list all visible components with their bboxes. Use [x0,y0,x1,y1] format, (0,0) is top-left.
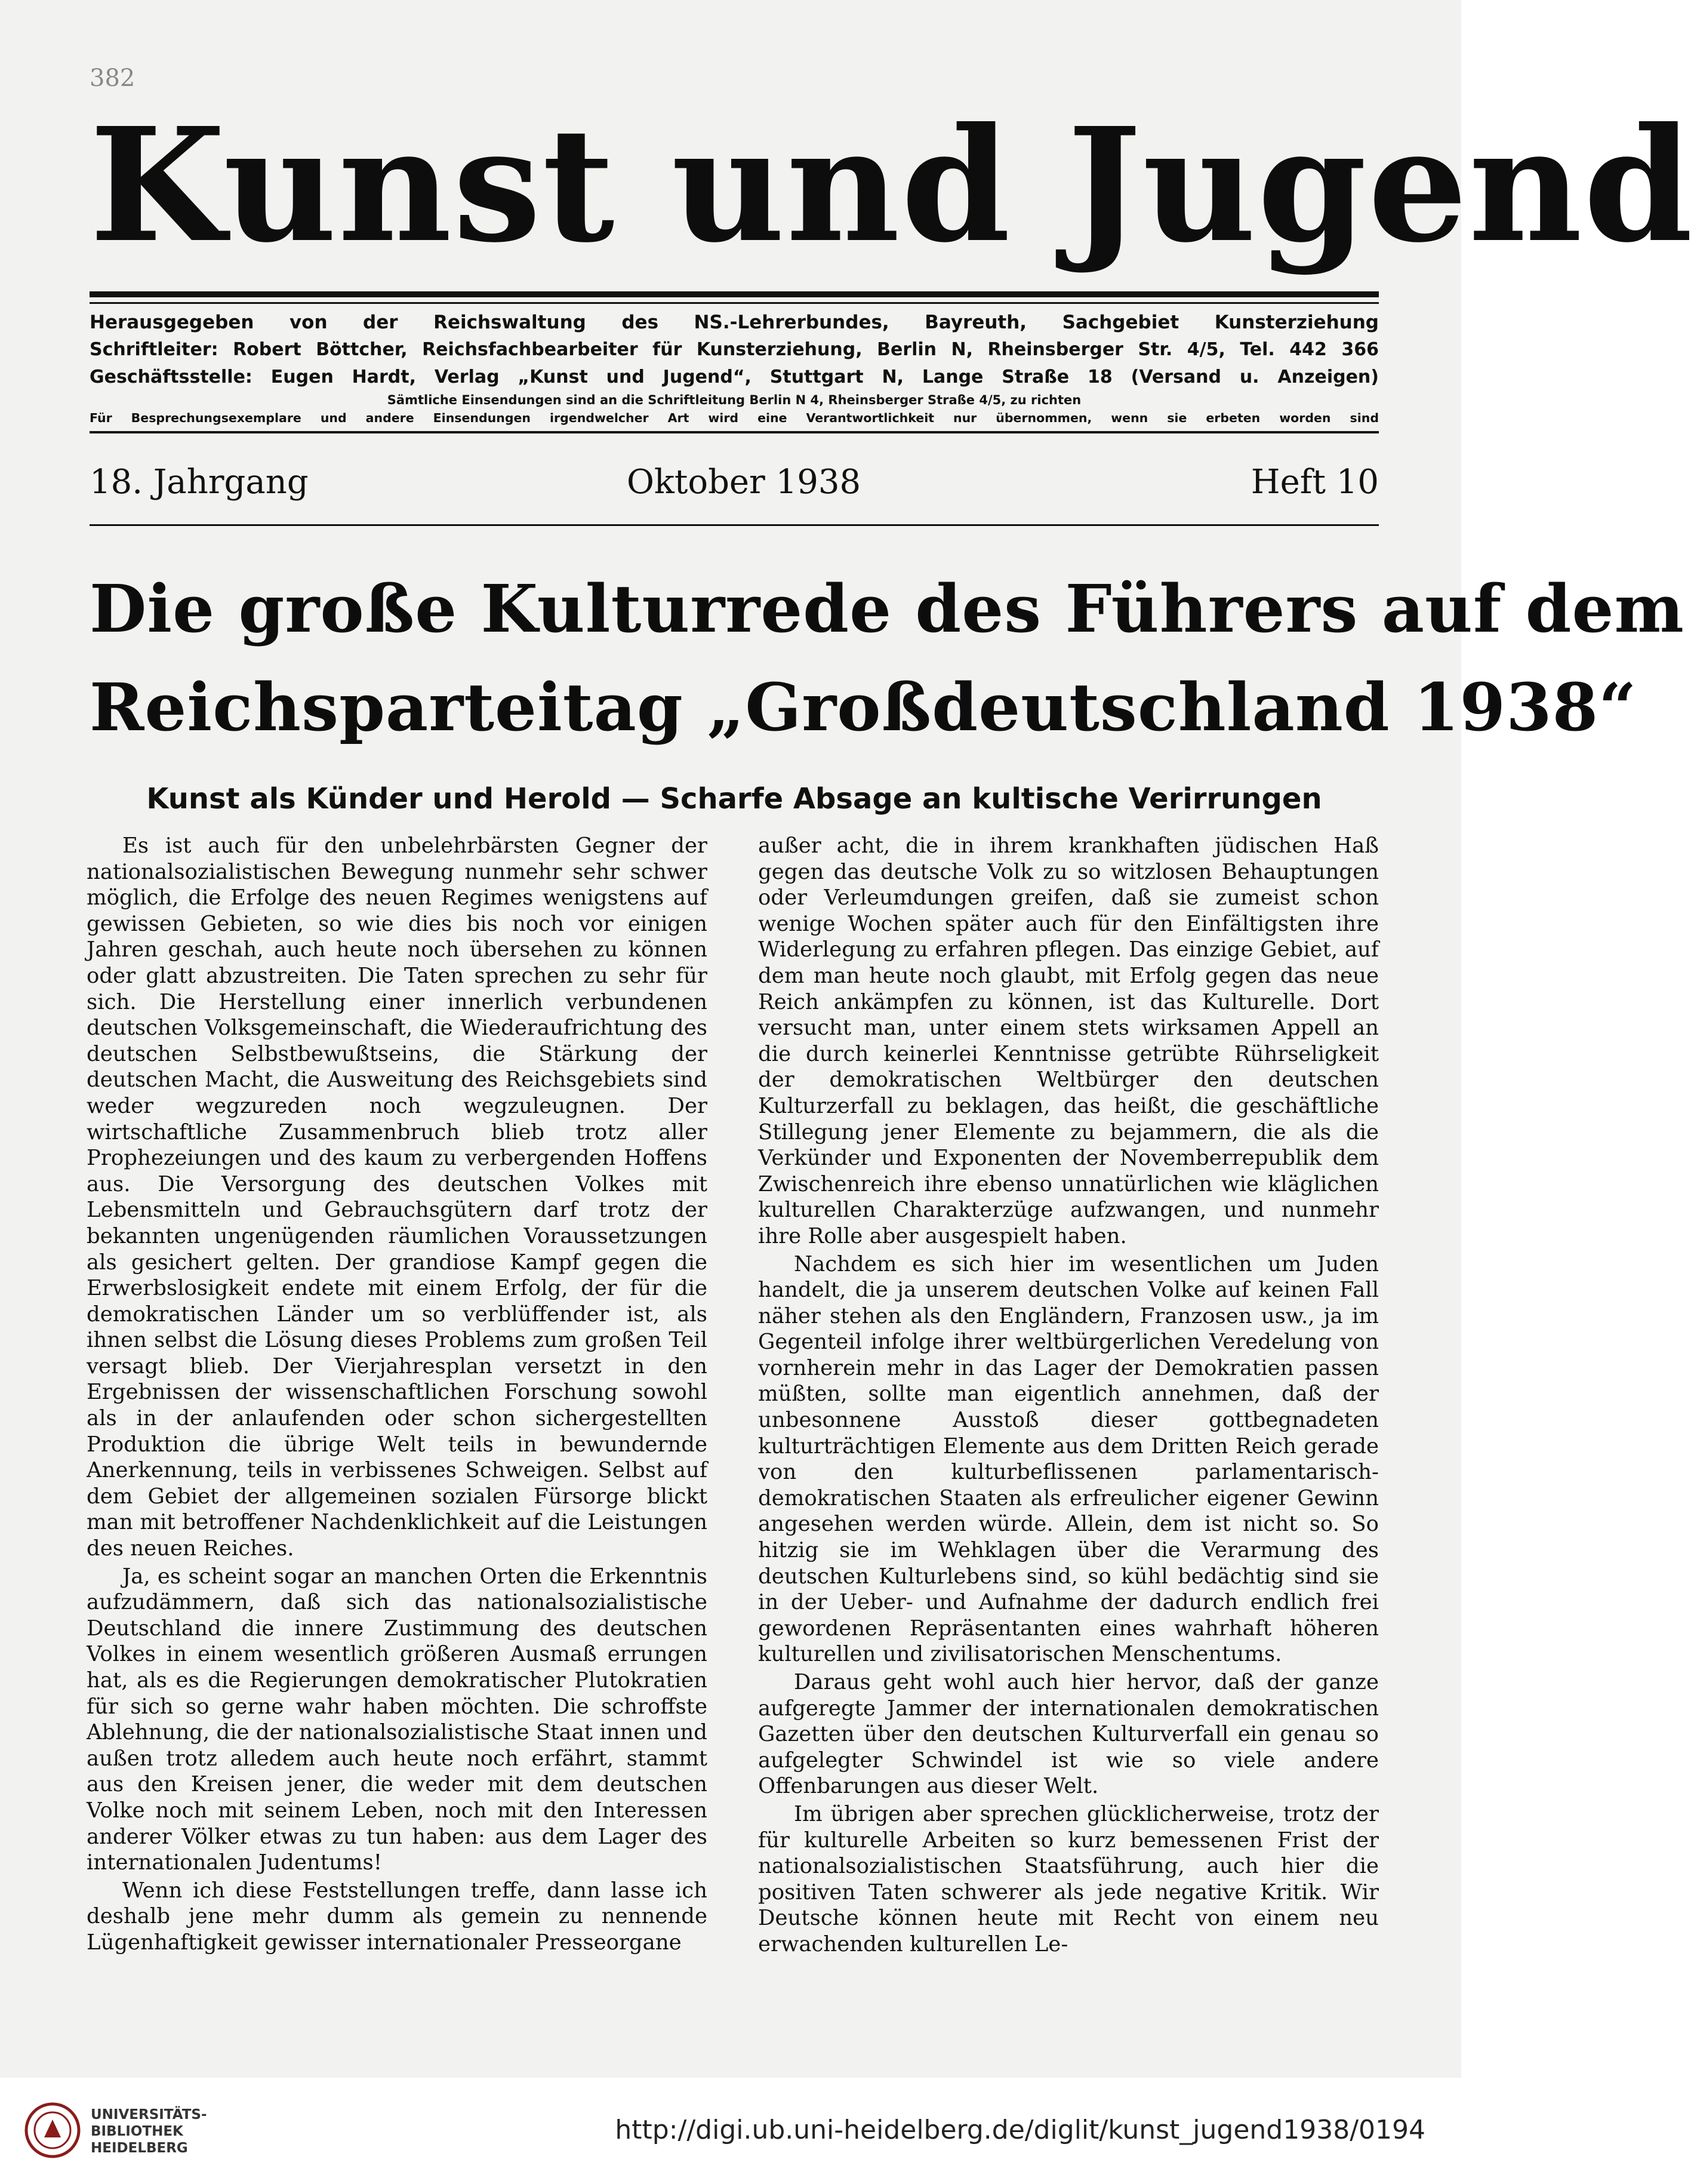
paragraph: Daraus geht wohl auch hier hervor, daß der ganze aufgeregte Jammer der internationalen demokratischen Gazetten über den deutschen Kulturverfall ein genau so aufgelegter Schwindel ist wie so viele andere Offenbarungen aus dieser Welt. [758,1670,1379,1799]
article-column-left [87,833,707,2039]
paragraph: Nachdem es sich hier im wesentlichen um Juden handelt, die ja unserem deutschen Volke auf keinen Fall näher stehen als den Engländern, Franzosen usw., ja im Gegenteil infolge ihrer weltbürgerlichen Veredelung von vornherein mehr in das Lager der Demokratien passen müßten, sollte man eigentlich annehmen, daß der unbesonnene Ausstoß dieser gottbegnadeten kulturträchtigen Elemente aus dem Dritten Reich gerade von den kulturbeflissenen parlamentarisch-demokratischen Staaten als erfreulicher eigener Gewinn angesehen werden würde. Allein, dem ist nicht so. So hitzig sie im Wehklagen über die Verarmung des deutschen Kulturlebens sind, so kühl bedächtig sind sie in der Ueber- und Aufnahme der dadurch endlich frei gewordenen Repräsentanten eines wahrhaft höheren kulturellen und zivilisatorischen Menschentums. [758,1251,1379,1667]
source-url-link[interactable]: http://digi.ub.uni-heidelberg.de/diglit/kunst_jugend1938/0194 [615,2115,1425,2145]
headline-line-1: Die große Kulturrede des Führers auf dem [90,570,1684,647]
university-seal-icon [24,2102,81,2159]
paragraph: Wenn ich diese Feststellungen treffe, dann lasse ich deshalb jene mehr dumm als gemein zu nennende Lügenhaftigkeit gewisser internationaler Presseorgane [87,1878,707,1955]
headline-line-2: Reichsparteitag „Großdeutschland 1938“ [90,669,1637,746]
masthead-rule-thin [90,302,1379,304]
issue-bar [90,453,1379,512]
imprint-office: Geschäftsstelle: Eugen Hardt, Verlag „Kunst und Jugend“, Stuttgart N, Lange Straße 18 (Versand u. Anzeigen) [90,367,1379,387]
paragraph: Ja, es scheint sogar an manchen Orten die Erkenntnis aufzudämmern, daß sich das nationalsozialistische Deutschland die innere Zustimmung des deutschen Volkes in einem wesentlich größeren Ausmaß errungen hat, als es die Regierungen demokratischer Plutokratien für sich so gerne wahr haben möchten. Die schroffste Ablehnung, die der nationalsozialistische Staat innen und außen trotz alledem auch heute noch erfährt, stammt aus den Kreisen jener, die weder mit dem deutschen Volke noch mit seinem Leben, noch mit den Interessen anderer Völker etwas zu tun haben: aus dem Lager des internationalen Judentums! [87,1564,708,1875]
issue-date: Oktober 1938 [627,463,861,502]
viewer-footer [0,2078,1461,2184]
paragraph: Es ist auch für den unbelehrbärsten Gegner der nationalsozialistischen Bewegung nunmehr sehr schwer möglich, die Erfolge des neuen Regimes wenigstens auf gewissen Gebieten, so wie dies bis noch vor einigen Jahren geschah, auch heute noch übersehen zu können oder glatt abzustreiten. Die Taten sprechen zu sehr für sich. Die Herstellung einer innerlich verbundenen deutschen Volksgemeinschaft, die Wiederaufrichtung des deutschen Selbstbewußtseins, die Stärkung der deutschen Macht, die Ausweitung des Reichsgebiets sind weder wegzureden noch wegzuleugnen. Der wirtschaftliche Zusammenbruch blieb trotz aller Prophezeiungen und des kaum zu verbergenden Hoffens aus. Die Versorgung des deutschen Volkes mit Lebensmitteln und Gebrauchsgütern darf trotz der bekannten ungenügenden räumlichen Voraussetzungen als gesichert gelten. Der grandiose Kampf gegen die Erwerbslosigkeit endete mit einem Erfolg, der für die demokratischen Länder um so verblüffender ist, als ihnen selbst die Lösung dieses Problems zum großen Teil versagt blieb. Der Vierjahresplan versetzt in den Ergebnissen der wissenschaftlichen Forschung sowohl als in der anlaufenden oder schon sichergestellten Produktion die übrige Welt teils in bewundernde Anerkennung, teils in verbissenes Schweigen. Selbst auf dem Gebiet der allgemeinen sozialen Fürsorge blickt man mit betroffener Nachdenklichkeit auf die Leistungen des neuen Reiches. [87,833,707,1561]
issue-number: Heft 10 [1251,463,1379,502]
paragraph: Im übrigen aber sprechen glücklicherweise, trotz der für kulturelle Arbeiten so kurz bemessenen Frist der nationalsozialistischen Staatsführung, auch hier die positiven Taten schwerer als jede negative Kritik. Wir Deutsche können heute mit Recht von einem neu erwachenden kulturellen Le- [758,1801,1379,1957]
issue-rule [90,524,1379,526]
subheadline: Kunst als Künder und Herold — Scharfe Absage an kultische Verirrungen [146,782,1322,816]
article-column-right [758,833,1379,2039]
imprint-submissions: Sämtliche Einsendungen sind an die Schriftleitung Berlin N 4, Rheinsberger Straße 4/5, zu richten [387,393,1082,407]
paragraph: außer acht, die in ihrem krankhaften jüdischen Haß gegen das deutsche Volk zu so witzlosen Behauptungen oder Verleumdungen greifen, daß sie zumeist schon wenige Wochen später auch für den Einfältigsten ihre Widerlegung zu erfahren pflegen. Das einzige Gebiet, auf dem man heute noch glaubt, mit Erfolg gegen das neue Reich ankämpfen zu können, ist das Kulturelle. Dort versucht man, unter einem stets wirksamen Appell an die durch keinerlei Kenntnisse getrübte Rührseligkeit der demokratischen Weltbürger den deutschen Kulturzerfall zu beklagen, das heißt, die geschäftliche Stillegung jener Elemente zu bejammern, die als die Verkünder und Exponenten der Novemberrepublik dem Zwischenreich ihre ebenso unnatürlichen wie kläglichen kulturellen Charakterzüge aufzwangen, und nunmehr ihre Rolle aber ausgespielt haben. [758,833,1379,1248]
masthead-title: Kunst und Jugend [90,93,1694,277]
page-number: 382 [90,64,135,92]
imprint-publisher: Herausgegeben von der Reichswaltung des NS.-Lehrerbundes, Bayreuth, Sachgebiet Kunsterziehung [90,312,1379,333]
masthead-rule-thick [90,291,1379,297]
imprint-rule [90,431,1379,433]
imprint-liability: Für Besprechungsexemplare und andere Einsendungen irgendwelcher Art wird eine Verantwortlichkeit nur übernommen, wenn sie erbeten worden sind [90,411,1379,425]
issue-year: 18. Jahrgang [90,463,309,502]
library-logo-text: UNIVERSITÄTS- BIBLIOTHEK HEIDELBERG [91,2107,207,2156]
imprint-editor: Schriftleiter: Robert Böttcher, Reichsfachbearbeiter für Kunsterziehung, Berlin N, Rheinsberger Str. 4/5, Tel. 442 366 [90,339,1379,360]
